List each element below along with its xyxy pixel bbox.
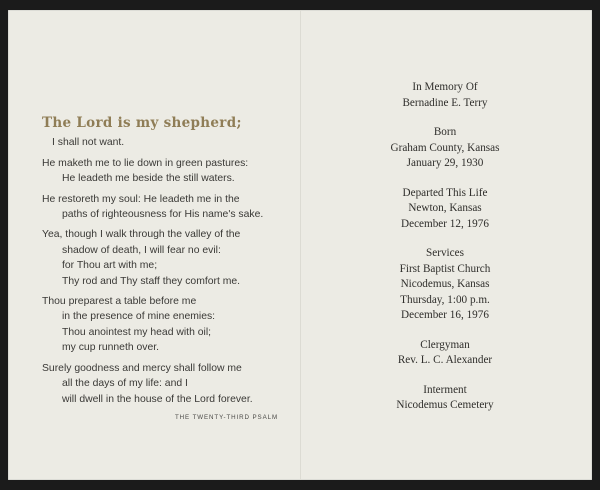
memorial-section-line: Thursday, 1:00 p.m. [400,293,490,306]
psalm-source: THE TWENTY-THIRD PSALM [175,413,278,421]
psalm-line: shadow of death, I will fear no evil: [62,244,221,256]
psalm-line: He restoreth my soul: He leadeth me in the [42,193,240,205]
psalm-line: He leadeth me beside the still waters. [62,173,235,185]
memorial-section-heading: In Memory Of [412,81,478,93]
psalm-line: for Thou art with me; [62,260,158,272]
memorial-section [300,80,590,111]
memorial-section-heading: Departed This Life [402,186,488,199]
psalm-verses [42,135,302,407]
memorial-section-heading: Clergyman [420,338,470,351]
memorial-section-line: Nicodemus, Kansas [400,278,490,290]
psalm-line: Thou preparest a table before me [42,296,197,308]
memorial-section-line: December 16, 1976 [401,309,489,321]
psalm-line: Thy rod and Thy staff they comfort me. [62,275,241,287]
psalm-panel [42,116,302,425]
psalm-line: paths of righteousness for His name's sake. [62,209,264,221]
memorial-section [300,186,590,233]
memorial-section-line: Bernadine E. Terry [402,96,488,109]
psalm-line: I shall not want. [52,137,125,149]
psalm-line: in the presence of mine enemies: [62,311,216,323]
memorial-panel [300,80,590,428]
funeral-program-card [8,10,592,480]
memorial-section [300,246,590,324]
psalm-line: He maketh me to lie down in green pastures: [42,157,249,169]
psalm-line: Yea, though I walk through the valley of the [42,229,241,241]
memorial-section-heading: Born [433,126,457,138]
memorial-section-line: January 29, 1930 [406,157,484,169]
psalm-line: will dwell in the house of the Lord forever. [62,393,253,405]
memorial-section-heading: Services [426,247,464,259]
memorial-section-line: Graham County, Kansas [390,141,500,154]
psalm-line: Thou anointest my head with oil; [62,326,212,338]
memorial-section [300,383,590,414]
memorial-section [300,125,590,172]
memorial-section-line: Rev. L. C. Alexander [397,354,493,366]
memorial-section [300,338,590,369]
memorial-section-line: December 12, 1976 [401,217,489,230]
memorial-section-line: Newton, Kansas [408,202,482,214]
memorial-section-heading: Interment [423,383,467,396]
psalm-title: The Lord is my shepherd; [42,115,242,131]
psalm-line: my cup runneth over. [62,342,160,354]
memorial-section-line: First Baptist Church [399,262,491,275]
psalm-line: Surely goodness and mercy shall follow me [42,362,242,374]
memorial-section-line: Nicodemus Cemetery [396,399,494,411]
psalm-line: all the days of my life: and I [62,378,188,390]
